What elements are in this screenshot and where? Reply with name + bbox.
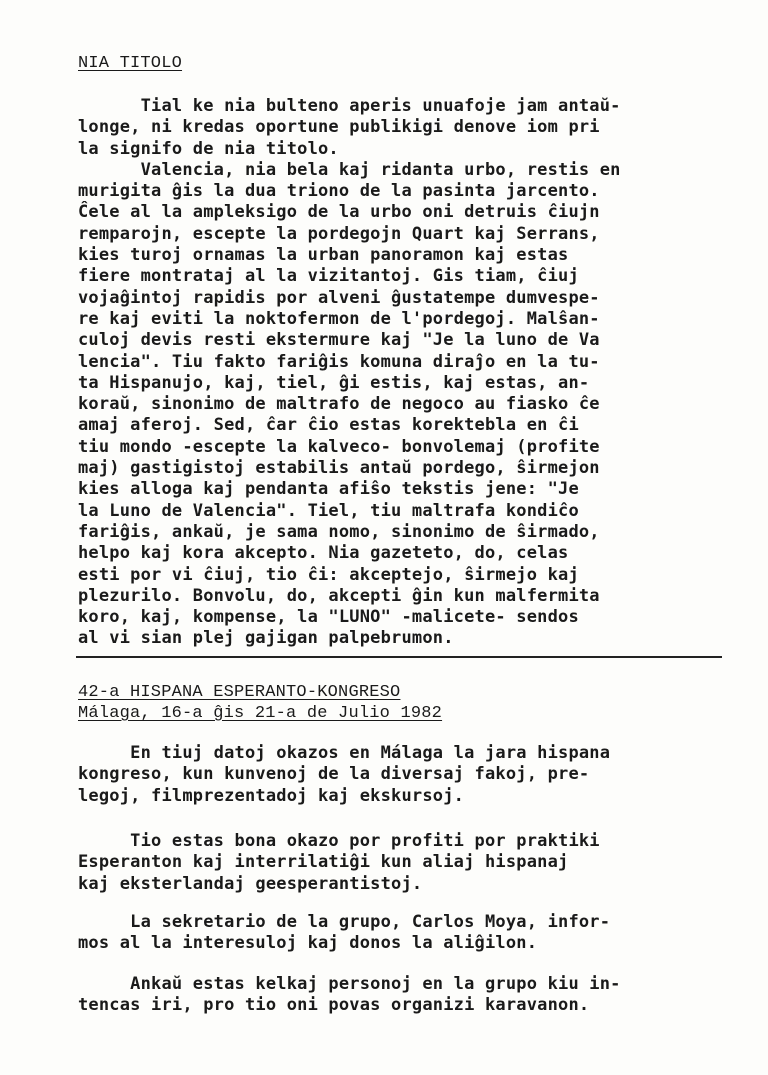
text-line: murigita ĝis la dua triono de la pasinta jarcento. <box>78 181 600 202</box>
text-line: fiere montrataj al la vizitantoj. Gis tiam, ĉiuj <box>78 266 579 287</box>
text-line: amaj aferoj. Sed, ĉar ĉio estas korektebla en ĉi <box>78 415 579 436</box>
text-line: fariĝis, ankaŭ, je sama nomo, sinonimo de ŝirmado, <box>78 521 600 542</box>
text-line: re kaj eviti la noktofermon de l'pordegoj. Malŝan- <box>78 308 600 329</box>
text-line: vojaĝintoj rapidis por alveni ĝustatempe dumvespe- <box>78 287 600 308</box>
text-line: culoj devis resti ekstermure kaj "Je la luno de Va <box>78 330 600 351</box>
congress-dates: Málaga, 16-a ĝis 21-a de Julio 1982 <box>78 704 443 723</box>
text-line: remparojn, escepte la pordegojn Quart kaj Serrans, <box>78 223 600 244</box>
text-line: la signifo de nia titolo. <box>78 138 339 159</box>
text-line: Ĉele al la ampleksigo de la urbo oni detruis ĉiujn <box>78 202 600 223</box>
congress-paragraph: Tio estas bona okazo por profiti por praktiki Esperanton kaj interrilatiĝi kun aliaj hispanaj kaj eksterlandaj geesperantistoj. <box>78 831 600 894</box>
text-line: tiu mondo -escepte la kalveco- bonvolemaj (profite <box>78 436 600 457</box>
text-line: la Luno de Valencia". Tiel, tiu maltrafa kondiĉo <box>78 500 579 521</box>
congress-title: 42-a HISPANA ESPERANTO-KONGRESO <box>78 683 401 702</box>
text-line: maj) gastigistoj estabilis antaŭ pordego, ŝirmejon <box>78 458 600 479</box>
text-line: helpo kaj kora akcepto. Nia gazeteto, do, celas <box>78 543 569 564</box>
text-line: lencia". Tiu fakto fariĝis komuna diraĵo en la tu- <box>78 351 600 372</box>
text-line: kies alloga kaj pendanta afiŝo tekstis jene: "Je <box>78 479 579 500</box>
text-line: longe, ni kredas oportune publikigi denove iom pri <box>78 117 600 138</box>
text-line: al vi sian plej gajigan palpebrumon. <box>78 628 454 649</box>
article-body <box>78 96 738 650</box>
text-line: koraŭ, sinonimo de maltrafo de negoco au fiasko ĉe <box>78 394 600 415</box>
text-line: kies turoj ornamas la urban panoramon kaj estas <box>78 245 569 266</box>
text-line: ta Hispanujo, kaj, tiel, ĝi estis, kaj estas, an- <box>78 372 590 393</box>
text-line: Valencia, nia bela kaj ridanta urbo, restis en <box>78 159 621 180</box>
text-line: plezurilo. Bonvolu, do, akcepti ĝin kun malfermita <box>78 585 600 606</box>
congress-paragraph: En tiuj datoj okazos en Málaga la jara hispana kongreso, kun kunvenoj de la diversaj fakoj, pre- legoj, filmprezentadoj kaj ekskursoj. <box>78 743 611 806</box>
congress-paragraph: Ankaŭ estas kelkaj personoj en la grupo kiu in- tencas iri, pro tio oni povas organizi karavanon. <box>78 974 621 1016</box>
article-title: NIA TITOLO <box>78 54 183 73</box>
text-line: esti por vi ĉiuj, tio ĉi: akceptejo, ŝirmejo kaj <box>78 564 579 585</box>
section-divider <box>76 656 722 658</box>
text-line: Tial ke nia bulteno aperis unuafoje jam antaŭ- <box>78 96 621 116</box>
congress-paragraph: La sekretario de la grupo, Carlos Moya, infor- mos al la interesuloj kaj donos la aliĝilon. <box>78 912 611 954</box>
text-line: koro, kaj, kompense, la "LUNO" -malicete- sendos <box>78 607 579 628</box>
